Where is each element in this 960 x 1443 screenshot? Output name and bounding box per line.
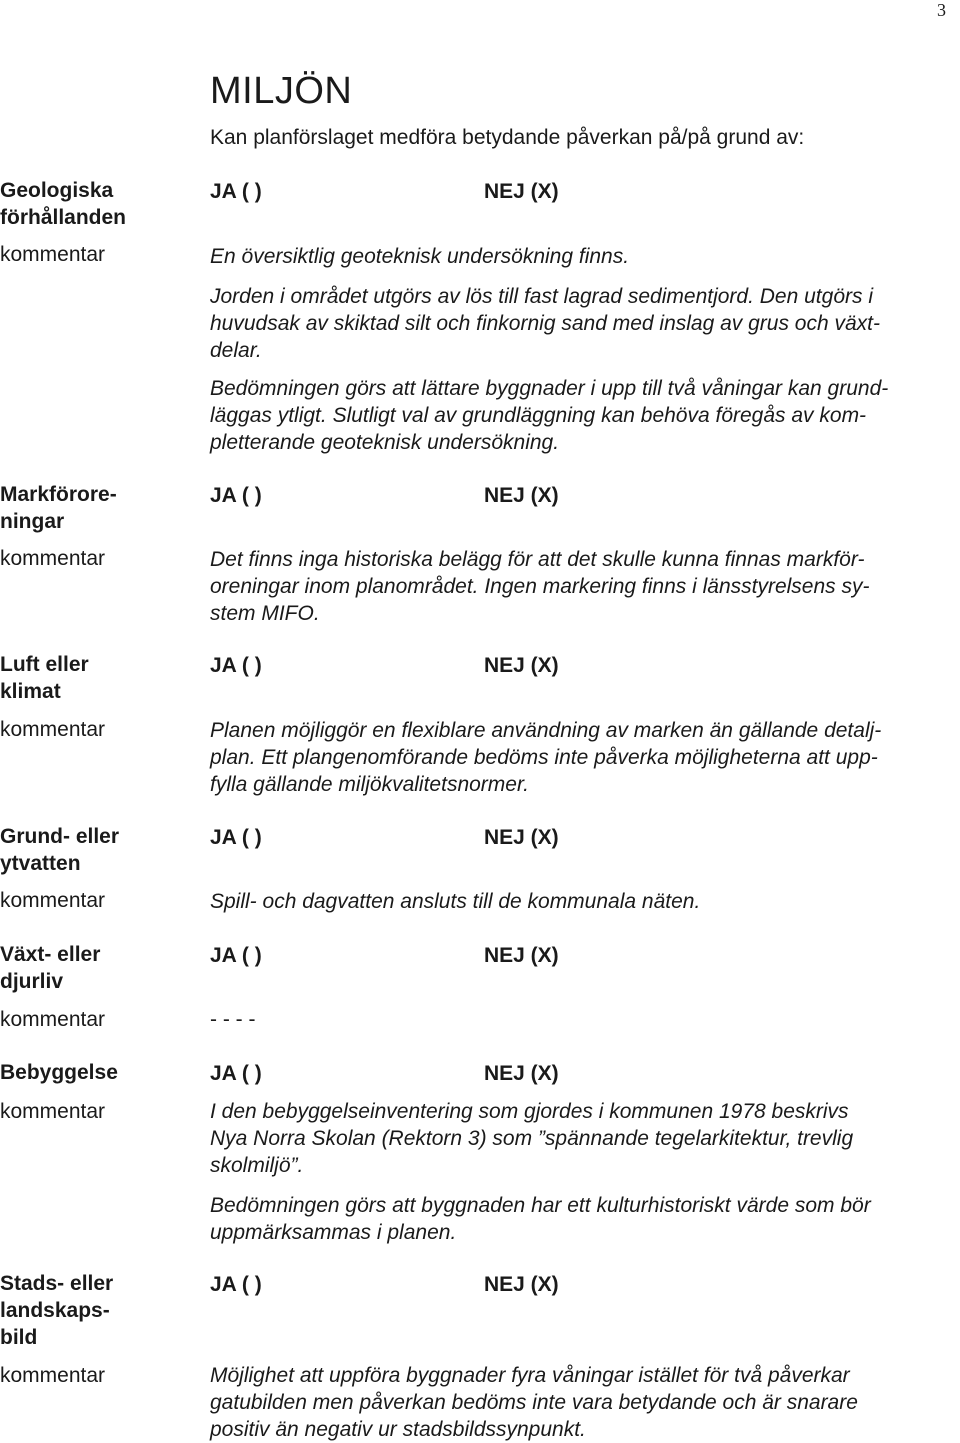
ja-option: JA ( ) (210, 654, 262, 677)
heading-line: djurliv (0, 970, 64, 993)
heading-line: Stads- eller (0, 1272, 114, 1295)
heading-line: Grund- eller (0, 825, 120, 848)
paragraph-line: skolmiljö”. (210, 1154, 304, 1177)
paragraph-line: Det finns inga historiska belägg för att det skulle kunna finnas markför- (210, 548, 865, 571)
nej-option: NEJ (X) (484, 654, 559, 677)
comment-paragraph (210, 888, 700, 915)
comment-paragraph (210, 243, 629, 270)
heading-line: förhållanden (0, 206, 127, 229)
nej-option: NEJ (X) (484, 180, 559, 203)
heading-line: Markförore- (0, 483, 117, 506)
comment-paragraph (210, 283, 880, 364)
comment-paragraph (210, 375, 888, 456)
paragraph-line: Bedömningen görs att byggnaden har ett kulturhistoriskt värde som bör (210, 1194, 871, 1217)
paragraph-line: Planen möjliggör en flexiblare användning av marken än gällande detalj- (210, 719, 882, 742)
page-title: MILJÖN (210, 70, 353, 112)
comment-paragraph (210, 717, 881, 798)
kommentar-label: kommentar (0, 1100, 106, 1123)
heading-line: Luft eller (0, 653, 89, 676)
comment-paragraph (210, 1192, 871, 1246)
nej-option: NEJ (X) (484, 1273, 559, 1296)
paragraph-line: Möjlighet att uppföra byggnader fyra våningar istället för två påverkar (210, 1364, 850, 1387)
page-subtitle: Kan planförslaget medföra betydande påverkan på/på grund av: (210, 126, 805, 149)
ja-option: JA ( ) (210, 944, 262, 967)
kommentar-label: kommentar (0, 547, 106, 570)
heading-line: Bebyggelse (0, 1061, 118, 1084)
page-number: 3 (937, 0, 946, 20)
ja-option: JA ( ) (210, 1273, 262, 1296)
paragraph-line: positiv än negativ ur stadsbildssynpunkt. (210, 1418, 586, 1441)
paragraph-line: fylla gällande miljökvalitetsnormer. (210, 773, 530, 796)
heading-line: Växt- eller (0, 943, 101, 966)
paragraph-line: uppmärksammas i planen. (210, 1221, 457, 1244)
section-heading-stads-landskapsbild (0, 1270, 113, 1351)
paragraph-line: Jorden i området utgörs av lös till fast lagrad sedimentjord. Den utgörs i (210, 285, 873, 308)
section-heading-vaxt-djurliv (0, 941, 100, 995)
ja-option: JA ( ) (210, 180, 262, 203)
section-heading-bebyggelse (0, 1059, 118, 1086)
kommentar-label: kommentar (0, 1008, 106, 1031)
section-heading-grund-ytvatten (0, 823, 119, 877)
paragraph-line: delar. (210, 339, 262, 362)
heading-line: Geologiska (0, 179, 114, 202)
kommentar-label: kommentar (0, 718, 106, 741)
nej-option: NEJ (X) (484, 484, 559, 507)
nej-option: NEJ (X) (484, 944, 559, 967)
nej-option: NEJ (X) (484, 826, 559, 849)
paragraph-line: Spill- och dagvatten ansluts till de kommunala näten. (210, 890, 701, 913)
paragraph-line: Bedömningen görs att lättare byggnader i upp till två våningar kan grund- (210, 377, 889, 400)
ja-option: JA ( ) (210, 826, 262, 849)
paragraph-line: gatubilden men påverkan bedöms inte vara betydande och är snarare (210, 1391, 858, 1414)
section-heading-luft-klimat (0, 651, 89, 705)
paragraph-line: oreningar inom planområdet. Ingen markering finns i länsstyrelsens sy- (210, 575, 870, 598)
paragraph-line: läggas ytligt. Slutligt val av grundläggning kan behöva föregås av kom- (210, 404, 867, 427)
paragraph-line: pletterande geoteknisk undersökning. (210, 431, 560, 454)
paragraph-line: Nya Norra Skolan (Rektorn 3) som ”spännande tegelarkitektur, trevlig (210, 1127, 854, 1150)
paragraph-line: plan. Ett plangenomförande bedöms inte påverka möjligheterna att upp- (210, 746, 878, 769)
paragraph-line: I den bebyggelseinventering som gjordes i kommunen 1978 beskrivs (210, 1100, 849, 1123)
kommentar-label: kommentar (0, 1364, 106, 1387)
comment-paragraph (210, 1098, 853, 1179)
ja-option: JA ( ) (210, 1062, 262, 1085)
heading-line: klimat (0, 680, 61, 703)
kommentar-label: kommentar (0, 889, 106, 912)
paragraph-line: En översiktlig geoteknisk undersökning finns. (210, 245, 630, 268)
comment-paragraph (210, 546, 869, 627)
empty-comment-dash: - - - - (210, 1008, 256, 1031)
nej-option: NEJ (X) (484, 1062, 559, 1085)
comment-paragraph (210, 1362, 858, 1443)
section-heading-geologiska (0, 177, 126, 231)
heading-line: bild (0, 1326, 38, 1349)
ja-option: JA ( ) (210, 484, 262, 507)
section-heading-markfororeningar (0, 481, 117, 535)
paragraph-line: stem MIFO. (210, 602, 320, 625)
heading-line: landskaps- (0, 1299, 110, 1322)
paragraph-line: huvudsak av skiktad silt och finkornig sand med inslag av grus och växt- (210, 312, 881, 335)
heading-line: ningar (0, 510, 65, 533)
heading-line: ytvatten (0, 852, 81, 875)
kommentar-label: kommentar (0, 243, 106, 266)
